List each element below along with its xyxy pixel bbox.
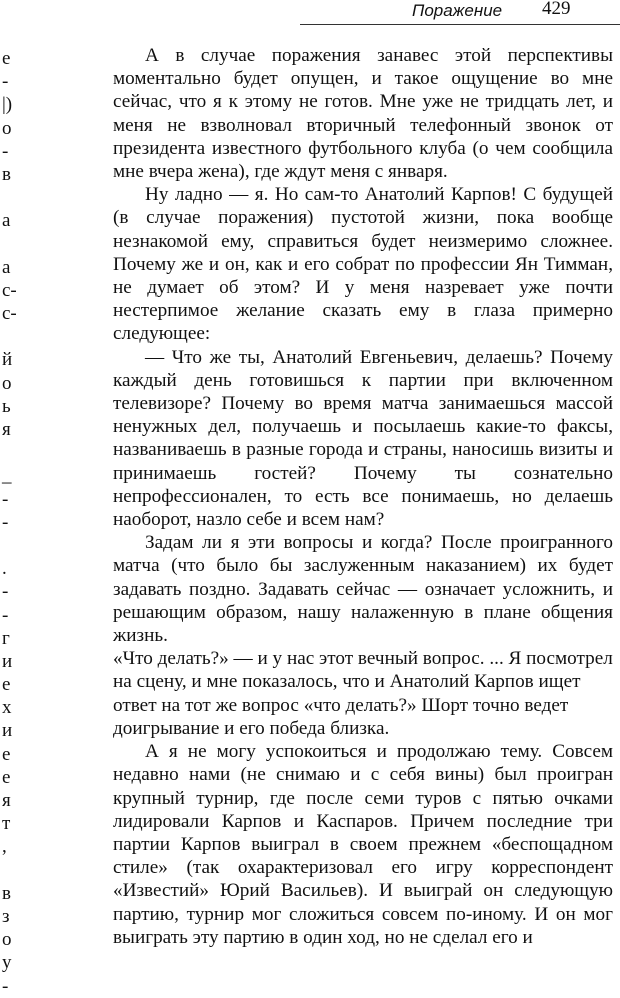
margin-fragment: - bbox=[2, 488, 9, 510]
margin-fragment: е bbox=[2, 766, 11, 788]
margin-fragment: т bbox=[2, 813, 11, 835]
margin-fragment: з bbox=[2, 905, 10, 927]
paragraph: А в случае поражения занавес этой перспективы моментально будет опущен, и такое ощущение во мне сейчас, что я к этому не готов. Мне уже не тридцать лет, и меня не взволновал вторичный телефонный звонок от президента известного футбольного клуба (о чем сообщила мне вчера жена), где ждут меня с января. bbox=[113, 45, 613, 183]
paragraph: — Что же ты, Анатолий Евгеньевич, делаешь? Почему каждый день готовишься к партии при включенном телевизоре? Почему во время матча занимаешься массой ненужных дел, получаешь и посылаешь какие-то факсы, названиваешь в разные города и страны, наносишь визиты и принимаешь гостей? Почему ты сознательно непрофессионален, то есть все понимаешь, но делаешь наоборот, назло себе и всем нам? bbox=[113, 346, 613, 531]
body-text bbox=[113, 44, 613, 949]
margin-fragment: а bbox=[2, 256, 11, 278]
margin-fragment: е bbox=[2, 48, 11, 69]
margin-fragment bbox=[0, 534, 22, 557]
paragraph: А я не могу успокоиться и продолжаю тему. Совсем недавно нами (не снимаю и с себя вины) был проигран крупный турнир, где после семи туров с пятью очками лидировали Карпов и Каспаров. Причем последние три партии Карпов выиграл в своем прежнем «беспощадном стиле» (так охарактеризовал его игру корреспондент «Известий» Юрий Васильев). И выиграй он следующую партию, турнир мог сложиться совсем по-иному. И он мог выиграть эту партию в один ход, но не сделал его и bbox=[113, 741, 613, 948]
margin-fragment: с- bbox=[2, 279, 17, 301]
margin-fragment: |) bbox=[2, 94, 13, 116]
margin-fragment: - bbox=[2, 71, 9, 93]
margin-fragment bbox=[0, 859, 22, 882]
margin-fragment: - bbox=[2, 140, 9, 162]
margin-fragment bbox=[0, 186, 22, 209]
margin-fragment: г bbox=[2, 627, 10, 649]
margin-fragment: - bbox=[2, 604, 9, 626]
margin-fragment: - bbox=[2, 581, 9, 603]
margin-fragment: , bbox=[2, 836, 7, 858]
paragraph: Задам ли я эти вопросы и когда? После проигранного матча (что было бы заслуженным наказанием) их будет задавать поздно. Задавать сейчас — означает усложнить, и решающим образом, нашу налаженную в плане общения жизнь. bbox=[113, 532, 613, 647]
paragraph: Ну ладно — я. Но сам-то Анатолий Карпов! С будущей (в случае поражения) пустотой жизни, пока вообще незнакомой ему, справиться будет неизмеримо сложнее. Почему же и он, как и его собрат по профессии Ян Тимман, не думает об этом? И у меня назревает уже почти нестерпимое желание сказать ему в глаза примерно следующее: bbox=[113, 184, 613, 345]
paragraph: «Что делать?» — и у нас этот вечный вопрос. ... Я посмотрел на сцену, и мне показалось, что и Анатолий Карпов ищет ответ на тот же вопрос «что делать?» Шорт точно ведет доигрывание и его победа близка. bbox=[113, 648, 613, 739]
margin-fragment: ь bbox=[2, 395, 11, 417]
margin-fragment bbox=[0, 233, 22, 256]
margin-fragment bbox=[0, 441, 22, 464]
margin-fragment: о bbox=[2, 117, 12, 139]
margin-fragment: и bbox=[2, 720, 13, 742]
margin-fragment: о bbox=[2, 372, 12, 394]
running-header bbox=[300, 0, 620, 25]
margin-fragment bbox=[0, 325, 22, 348]
margin-fragment: . bbox=[2, 558, 7, 580]
page-number: 429 bbox=[542, 0, 571, 19]
margin-fragment: с- bbox=[2, 303, 17, 325]
margin-fragment: о bbox=[2, 929, 12, 951]
margin-fragment: я bbox=[2, 419, 11, 440]
margin-fragment: х bbox=[2, 697, 12, 719]
margin-fragment: я bbox=[2, 790, 11, 811]
margin-fragment: й bbox=[2, 349, 13, 371]
margin-fragment: е bbox=[2, 674, 11, 696]
margin-fragment: в bbox=[2, 882, 11, 904]
margin-fragment: а bbox=[2, 210, 11, 232]
running-title: Поражение bbox=[412, 1, 503, 20]
margin-fragment: - bbox=[2, 511, 9, 533]
margin-fragment: у bbox=[2, 952, 12, 974]
left-margin-fragments bbox=[0, 47, 22, 998]
margin-fragment: в bbox=[2, 163, 11, 185]
margin-fragment: е bbox=[2, 743, 11, 765]
margin-fragment: - bbox=[2, 975, 9, 997]
margin-fragment: _ bbox=[2, 465, 12, 487]
margin-fragment: и bbox=[2, 650, 13, 672]
